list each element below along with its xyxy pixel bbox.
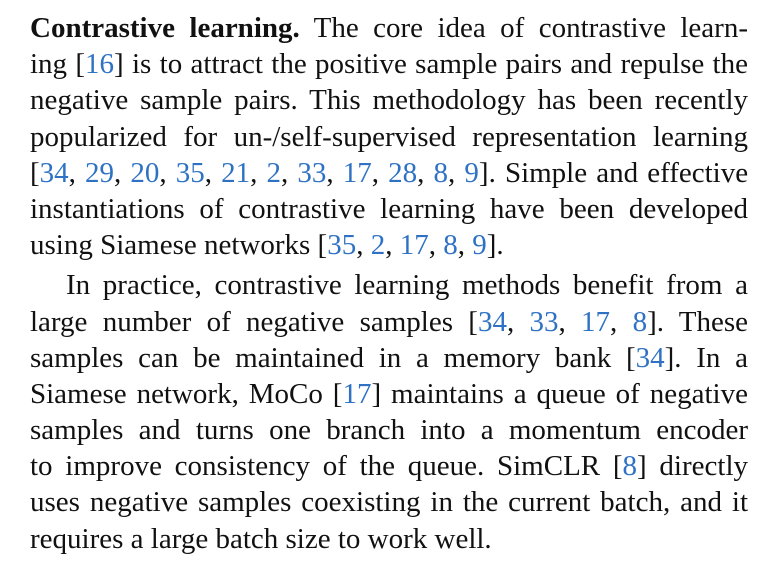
text-line: Contrastive learning. The core idea of contrastive learn- [30,12,748,44]
text-line: uses negative samples coexisting in the current batch, and it [30,486,748,519]
citation-link[interactable]: 17 [342,377,372,410]
citation-link[interactable]: 33 [529,305,559,338]
citation-link[interactable]: 20 [130,156,160,189]
text-line: samples and turns one branch into a momentum encoder [30,414,748,447]
citation-link[interactable]: 8 [443,229,458,262]
citation-link[interactable]: 29 [85,156,115,189]
text-line: requires a large batch size to work well. [30,522,492,555]
citation-link[interactable]: 9 [472,229,487,262]
citation-link[interactable]: 33 [297,156,327,189]
citation-link[interactable]: 34 [635,341,665,374]
citation-link[interactable]: 17 [399,229,429,262]
citation-link[interactable]: 34 [39,156,69,189]
text-line: to improve consistency of the queue. SimCLR [8] directly [30,450,748,483]
citation-link[interactable]: 8 [622,450,638,483]
citation-link[interactable]: 9 [464,156,479,189]
text-line: popularized for un-/self-supervised representation learning [30,120,748,153]
citation-link[interactable]: 2 [370,229,386,262]
paragraph-contrastive-learning [30,10,748,263]
citation-link[interactable]: 34 [477,305,507,338]
paragraph-heading: Contrastive learning. [30,12,300,44]
text-line: Siamese network, MoCo [17] maintains a queue of negative [30,377,748,410]
citation-link[interactable]: 17 [342,156,372,189]
paper-text-block [30,10,748,557]
text-line: using Siamese networks [35, 2, 17, 8, 9]. [30,229,504,262]
citation-link[interactable]: 21 [221,156,251,189]
citation-link[interactable]: 17 [581,305,611,338]
citation-link[interactable]: 28 [388,156,418,189]
citation-link[interactable]: 2 [266,156,282,189]
citation-link[interactable]: 35 [327,229,357,262]
paragraph-negative-samples [30,267,748,557]
citation-link[interactable]: 8 [433,156,449,189]
text-line: [34, 29, 20, 35, 21, 2, 33, 17, 28, 8, 9]. Simple and effective [30,156,749,189]
text-line: samples can be maintained in a memory bank [34]. In a [30,341,748,374]
text-line: instantiations of contrastive learning have been developed [30,192,748,225]
text-line: In practice, contrastive learning methods benefit from a [66,269,748,302]
citation-link[interactable]: 35 [175,156,205,189]
text-line: large number of negative samples [34, 33, 17, 8]. These [30,305,749,338]
text-line: ing [16] is to attract the positive sample pairs and repulse the [30,48,748,81]
text-line: negative sample pairs. This methodology has been recently [30,84,748,117]
citation-link[interactable]: 16 [85,48,115,81]
citation-link[interactable]: 8 [632,305,648,338]
